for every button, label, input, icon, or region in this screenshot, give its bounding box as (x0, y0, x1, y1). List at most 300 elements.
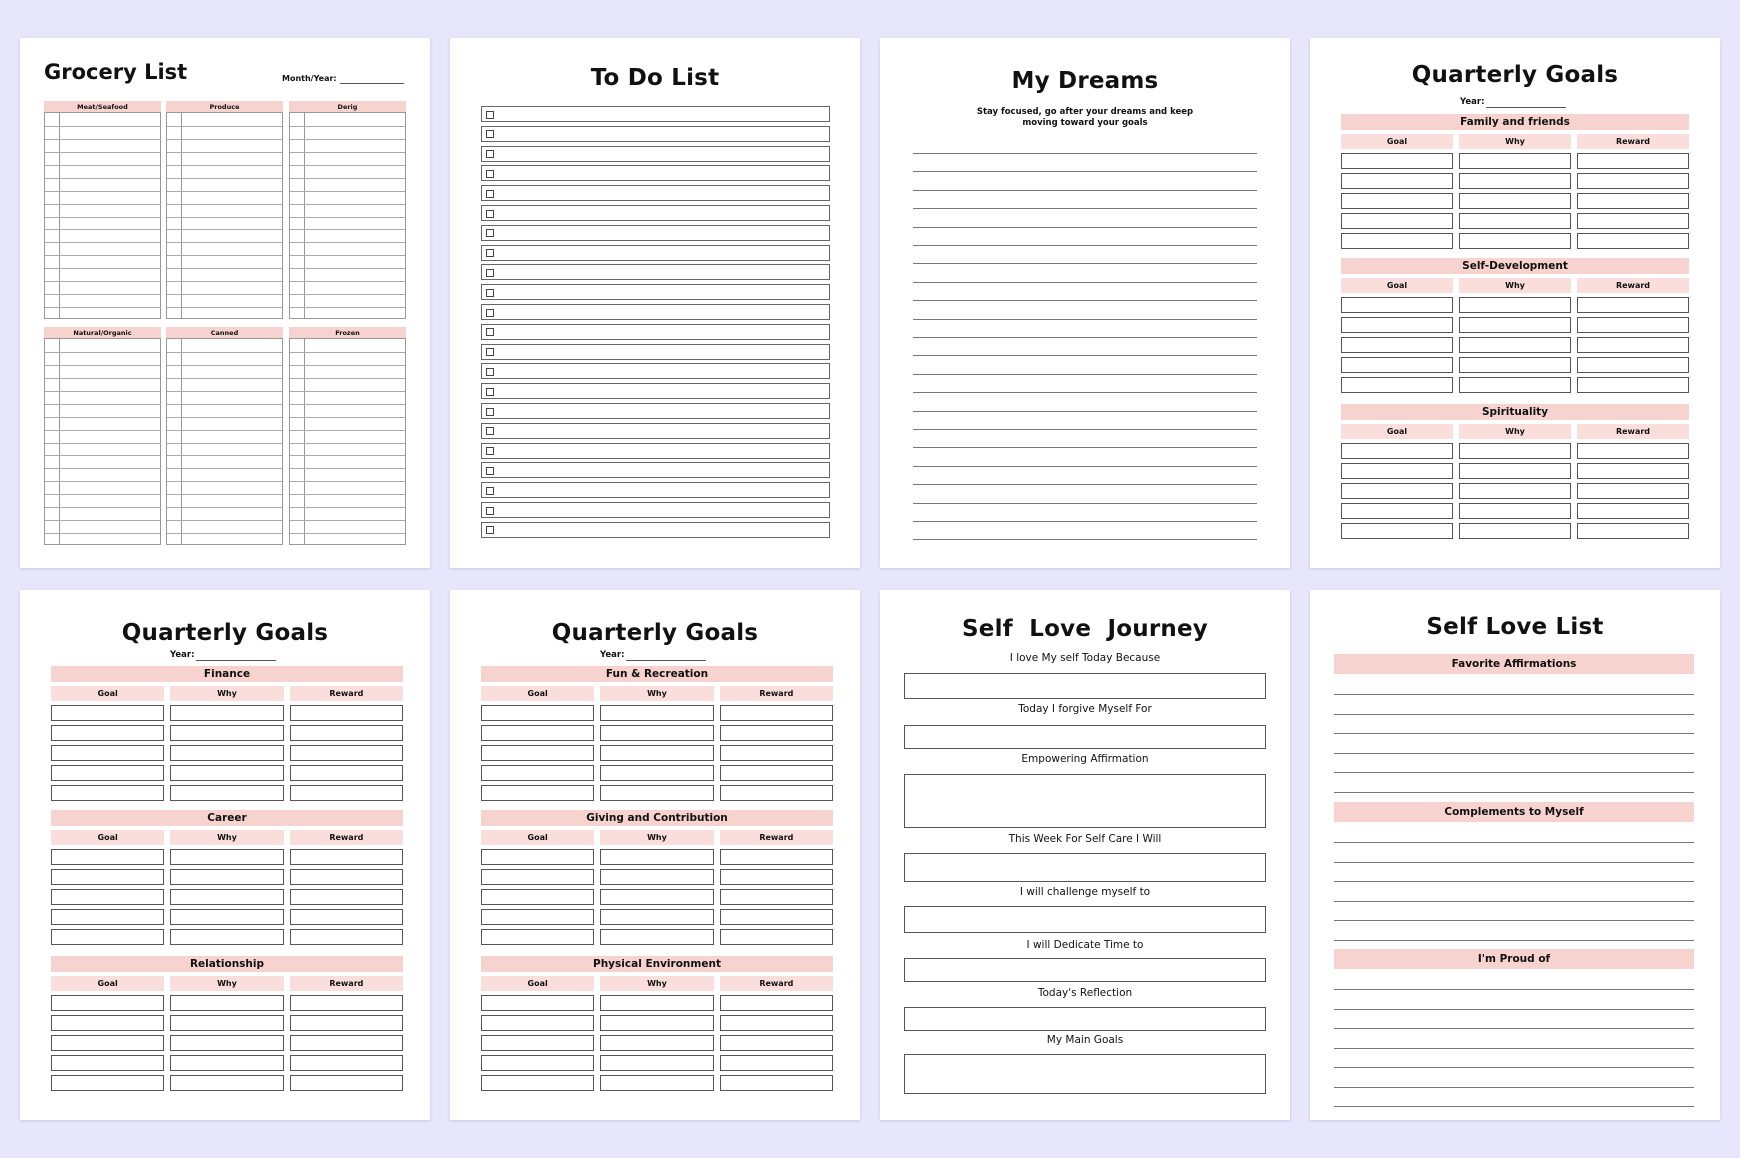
goal-input-box[interactable] (290, 1035, 403, 1051)
prompt-input-box[interactable] (904, 958, 1266, 982)
todo-row[interactable] (481, 324, 830, 340)
goal-input-box[interactable] (51, 745, 164, 761)
goal-input-box[interactable] (1459, 193, 1571, 209)
todo-checkbox[interactable] (486, 249, 494, 257)
todo-checkbox[interactable] (486, 388, 494, 396)
todo-checkbox[interactable] (486, 309, 494, 317)
grocery-row-line (290, 255, 405, 256)
grocery-row-line (290, 268, 405, 269)
goal-column-header: Why (1459, 278, 1571, 293)
goal-input-box[interactable] (600, 1035, 713, 1051)
grocery-row-line (290, 294, 405, 295)
goal-input-box[interactable] (1577, 523, 1689, 539)
goal-input-box[interactable] (720, 869, 833, 885)
goal-input-box[interactable] (170, 909, 283, 925)
goal-input-box[interactable] (290, 929, 403, 945)
goal-input-box[interactable] (1341, 317, 1453, 333)
grocery-row-line (45, 281, 160, 282)
todo-row[interactable] (481, 383, 830, 399)
goal-column-header: Goal (1341, 278, 1453, 293)
goal-input-box[interactable] (51, 995, 164, 1011)
goal-input-box[interactable] (170, 849, 283, 865)
todo-row[interactable] (481, 443, 830, 459)
goal-input-box[interactable] (1459, 317, 1571, 333)
dream-line (913, 190, 1257, 191)
goal-input-box[interactable] (290, 745, 403, 761)
goal-input-box[interactable] (600, 745, 713, 761)
goal-column-header: Goal (51, 976, 164, 991)
goal-input-box[interactable] (481, 1015, 594, 1031)
goal-input-box[interactable] (1341, 503, 1453, 519)
prompt-input-box[interactable] (904, 725, 1266, 749)
todo-checkbox[interactable] (486, 150, 494, 158)
goal-input-box[interactable] (1341, 483, 1453, 499)
grocery-row-line (45, 507, 160, 508)
goal-column-header: Why (1459, 424, 1571, 439)
prompt-label: Today's Reflection (1037, 987, 1133, 999)
grocery-row-line (167, 533, 282, 534)
todo-checkbox[interactable] (486, 170, 494, 178)
goal-input-box[interactable] (720, 725, 833, 741)
goal-input-box[interactable] (51, 869, 164, 885)
writing-line (1334, 940, 1694, 941)
goal-input-box[interactable] (481, 785, 594, 801)
dream-line (913, 521, 1257, 522)
goal-column-header: Reward (290, 976, 403, 991)
grocery-column (44, 338, 161, 545)
goal-input-box[interactable] (600, 869, 713, 885)
goal-input-box[interactable] (1341, 173, 1453, 189)
goal-column-header: Why (600, 830, 713, 845)
grocery-column-header: Canned (166, 327, 283, 338)
writing-line (1334, 1048, 1694, 1049)
prompt-input-box[interactable] (904, 774, 1266, 828)
goal-input-box[interactable] (600, 1055, 713, 1071)
grocery-row-line (167, 378, 282, 379)
goal-input-box[interactable] (600, 1015, 713, 1031)
goal-input-box[interactable] (1577, 213, 1689, 229)
goal-input-box[interactable] (720, 1075, 833, 1091)
goal-input-box[interactable] (51, 929, 164, 945)
goal-input-box[interactable] (1577, 443, 1689, 459)
goal-input-box[interactable] (481, 889, 594, 905)
goal-input-box[interactable] (481, 745, 594, 761)
todo-row[interactable] (481, 284, 830, 300)
goal-input-box[interactable] (170, 1075, 283, 1091)
dream-line (913, 300, 1257, 301)
goal-input-box[interactable] (1577, 503, 1689, 519)
grocery-row-line (167, 468, 282, 469)
dream-line (913, 392, 1257, 393)
grocery-row-line (290, 533, 405, 534)
goal-input-box[interactable] (1459, 173, 1571, 189)
grocery-row-line (167, 204, 282, 205)
goal-input-box[interactable] (720, 849, 833, 865)
todo-checkbox[interactable] (486, 190, 494, 198)
goal-input-box[interactable] (290, 1015, 403, 1031)
grocery-row-line (167, 455, 282, 456)
goal-input-box[interactable] (1459, 523, 1571, 539)
grocery-row-line (290, 455, 405, 456)
grocery-row-line (45, 417, 160, 418)
goal-input-box[interactable] (1459, 297, 1571, 313)
todo-row[interactable] (481, 502, 830, 518)
goal-input-box[interactable] (481, 1035, 594, 1051)
section-header: Family and friends (1341, 114, 1689, 130)
goal-input-box[interactable] (170, 1035, 283, 1051)
writing-line (1334, 1087, 1694, 1088)
writing-line (1334, 1106, 1694, 1107)
dream-line (913, 153, 1257, 154)
goal-input-box[interactable] (1459, 337, 1571, 353)
todo-checkbox[interactable] (486, 289, 494, 297)
todo-row[interactable] (481, 165, 830, 181)
goal-input-box[interactable] (1577, 317, 1689, 333)
goal-input-box[interactable] (481, 1055, 594, 1071)
goal-input-box[interactable] (1459, 153, 1571, 169)
goal-input-box[interactable] (1459, 377, 1571, 393)
goal-input-box[interactable] (1459, 357, 1571, 373)
goal-input-box[interactable] (170, 929, 283, 945)
goal-input-box[interactable] (720, 745, 833, 761)
year-text: Year: (600, 650, 625, 660)
grocery-row-line (167, 481, 282, 482)
goal-input-box[interactable] (1341, 357, 1453, 373)
goal-input-box[interactable] (1459, 213, 1571, 229)
grocery-row-line (45, 139, 160, 140)
grocery-row-line (45, 378, 160, 379)
writing-line (1334, 881, 1694, 882)
todo-row[interactable] (481, 225, 830, 241)
goal-input-box[interactable] (1577, 377, 1689, 393)
goal-input-box[interactable] (600, 785, 713, 801)
goal-input-box[interactable] (481, 765, 594, 781)
grocery-row-line (45, 455, 160, 456)
goal-input-box[interactable] (1459, 463, 1571, 479)
goal-input-box[interactable] (290, 1075, 403, 1091)
page-title: Quarterly Goals (551, 620, 759, 646)
todo-row[interactable] (481, 403, 830, 419)
todo-row[interactable] (481, 304, 830, 320)
grocery-row-line (167, 520, 282, 521)
year-label (170, 650, 194, 660)
grocery-row-line (167, 229, 282, 230)
grocery-column (166, 338, 283, 545)
todo-checkbox[interactable] (486, 368, 494, 376)
grocery-row-line (45, 391, 160, 392)
section-header: Giving and Contribution (481, 810, 833, 826)
grocery-row-line (45, 268, 160, 269)
goal-input-box[interactable] (481, 705, 594, 721)
grocery-row-line (167, 443, 282, 444)
todo-row[interactable] (481, 423, 830, 439)
grocery-row-line (290, 391, 405, 392)
prompt-input-box[interactable] (904, 673, 1266, 699)
goal-input-box[interactable] (290, 849, 403, 865)
grocery-row-line (290, 204, 405, 205)
todo-row[interactable] (481, 522, 830, 538)
todo-checkbox[interactable] (486, 111, 494, 119)
grocery-column-header: Meat/Seafood (44, 101, 161, 112)
goal-input-box[interactable] (51, 889, 164, 905)
page-title: Self Love Journey (962, 616, 1208, 642)
goal-input-box[interactable] (720, 889, 833, 905)
todo-row[interactable] (481, 245, 830, 261)
grocery-row-line (167, 294, 282, 295)
grocery-column-header: Natural/Organic (44, 327, 161, 338)
grocery-column (289, 112, 406, 319)
year-text: Year: (170, 650, 195, 660)
grocery-row-line (167, 417, 282, 418)
goal-input-box[interactable] (600, 995, 713, 1011)
goal-input-box[interactable] (1577, 483, 1689, 499)
grocery-row-line (45, 204, 160, 205)
goal-input-box[interactable] (170, 869, 283, 885)
goal-input-box[interactable] (51, 785, 164, 801)
goal-input-box[interactable] (51, 1075, 164, 1091)
grocery-row-line (45, 520, 160, 521)
grocery-row-line (290, 139, 405, 140)
goal-input-box[interactable] (290, 1055, 403, 1071)
dream-line (913, 171, 1257, 172)
goal-input-box[interactable] (1341, 463, 1453, 479)
prompt-label: I love My self Today Because (1009, 652, 1161, 664)
todo-checkbox[interactable] (486, 427, 494, 435)
goal-input-box[interactable] (600, 849, 713, 865)
goal-input-box[interactable] (1459, 503, 1571, 519)
year-underline (196, 660, 276, 661)
grocery-row-line (290, 481, 405, 482)
todo-row[interactable] (481, 106, 830, 122)
todo-row[interactable] (481, 363, 830, 379)
grocery-row-line (290, 468, 405, 469)
grocery-checkbox-column (181, 339, 182, 544)
prompt-label: I will challenge myself to (1019, 886, 1151, 898)
goal-input-box[interactable] (600, 705, 713, 721)
goal-input-box[interactable] (1341, 213, 1453, 229)
goal-input-box[interactable] (720, 995, 833, 1011)
goal-input-box[interactable] (600, 889, 713, 905)
goal-input-box[interactable] (1341, 523, 1453, 539)
todo-checkbox[interactable] (486, 487, 494, 495)
year-label (1460, 97, 1484, 107)
goal-input-box[interactable] (600, 909, 713, 925)
grocery-row-line (290, 404, 405, 405)
todo-checkbox[interactable] (486, 130, 494, 138)
goal-input-box[interactable] (720, 705, 833, 721)
writing-line (1334, 989, 1694, 990)
goal-input-box[interactable] (481, 995, 594, 1011)
todo-row[interactable] (481, 146, 830, 162)
goal-input-box[interactable] (51, 909, 164, 925)
goal-input-box[interactable] (1341, 337, 1453, 353)
year-underline (1486, 107, 1566, 108)
goal-input-box[interactable] (51, 1015, 164, 1031)
goal-input-box[interactable] (720, 1015, 833, 1031)
grocery-checkbox-column (59, 339, 60, 544)
goal-input-box[interactable] (1341, 153, 1453, 169)
goal-column-header: Goal (481, 976, 594, 991)
goal-input-box[interactable] (51, 849, 164, 865)
grocery-row-line (167, 165, 282, 166)
goal-input-box[interactable] (290, 889, 403, 905)
goal-input-box[interactable] (1341, 377, 1453, 393)
dreams-subtitle: Stay focused, go after your dreams and keep moving toward your goals (976, 107, 1194, 128)
prompt-input-box[interactable] (904, 906, 1266, 933)
goal-input-box[interactable] (481, 725, 594, 741)
prompt-label: Empowering Affirmation (1021, 753, 1149, 765)
todo-checkbox[interactable] (486, 447, 494, 455)
grocery-row-line (45, 242, 160, 243)
grocery-row-line (167, 281, 282, 282)
section-header: Self-Development (1341, 258, 1689, 274)
todo-checkbox[interactable] (486, 229, 494, 237)
grocery-row-line (290, 165, 405, 166)
goal-input-box[interactable] (290, 705, 403, 721)
todo-row[interactable] (481, 344, 830, 360)
grocery-row-line (290, 352, 405, 353)
goal-input-box[interactable] (290, 765, 403, 781)
grocery-row-line (167, 126, 282, 127)
goal-column-header: Goal (51, 686, 164, 701)
goal-input-box[interactable] (1459, 233, 1571, 249)
prompt-input-box[interactable] (904, 853, 1266, 882)
writing-line (1334, 714, 1694, 715)
goal-input-box[interactable] (481, 869, 594, 885)
goal-input-box[interactable] (1341, 443, 1453, 459)
goal-input-box[interactable] (170, 995, 283, 1011)
goal-input-box[interactable] (170, 889, 283, 905)
goal-input-box[interactable] (1341, 193, 1453, 209)
grocery-row-line (290, 430, 405, 431)
goal-input-box[interactable] (170, 765, 283, 781)
goal-input-box[interactable] (170, 705, 283, 721)
goal-input-box[interactable] (170, 745, 283, 761)
dream-line (913, 503, 1257, 504)
goal-column-header: Reward (1577, 424, 1689, 439)
goal-input-box[interactable] (1577, 233, 1689, 249)
goal-input-box[interactable] (51, 1035, 164, 1051)
grocery-row-line (167, 494, 282, 495)
todo-checkbox[interactable] (486, 269, 494, 277)
goal-input-box[interactable] (1577, 463, 1689, 479)
month-year-label (282, 74, 337, 83)
goal-input-box[interactable] (600, 929, 713, 945)
goal-input-box[interactable] (481, 849, 594, 865)
goal-input-box[interactable] (481, 909, 594, 925)
goal-input-box[interactable] (170, 785, 283, 801)
todo-checkbox[interactable] (486, 328, 494, 336)
grocery-row-line (167, 191, 282, 192)
grocery-row-line (45, 294, 160, 295)
goal-input-box[interactable] (600, 765, 713, 781)
grocery-row-line (45, 481, 160, 482)
goal-input-box[interactable] (720, 1055, 833, 1071)
prompt-input-box[interactable] (904, 1054, 1266, 1094)
grocery-column (289, 338, 406, 545)
grocery-row-line (167, 242, 282, 243)
goal-input-box[interactable] (290, 785, 403, 801)
todo-row[interactable] (481, 205, 830, 221)
goal-input-box[interactable] (170, 725, 283, 741)
todo-row[interactable] (481, 462, 830, 478)
goal-column-header: Why (600, 976, 713, 991)
goal-input-box[interactable] (290, 725, 403, 741)
goal-input-box[interactable] (170, 1055, 283, 1071)
todo-row[interactable] (481, 126, 830, 142)
goal-input-box[interactable] (1577, 173, 1689, 189)
goal-input-box[interactable] (720, 909, 833, 925)
grocery-row-line (45, 307, 160, 308)
grocery-row-line (45, 352, 160, 353)
goal-input-box[interactable] (1577, 153, 1689, 169)
prompt-input-box[interactable] (904, 1007, 1266, 1031)
dream-line (913, 282, 1257, 283)
month-year-text: Month/Year: (282, 74, 337, 83)
goal-input-box[interactable] (1459, 483, 1571, 499)
goal-input-box[interactable] (720, 785, 833, 801)
goal-input-box[interactable] (720, 765, 833, 781)
dream-line (913, 208, 1257, 209)
todo-row[interactable] (481, 264, 830, 280)
todo-row[interactable] (481, 482, 830, 498)
goal-input-box[interactable] (51, 765, 164, 781)
todo-list-page (450, 38, 860, 568)
goal-input-box[interactable] (720, 929, 833, 945)
todo-checkbox[interactable] (486, 507, 494, 515)
goal-input-box[interactable] (170, 1015, 283, 1031)
goal-input-box[interactable] (51, 725, 164, 741)
goal-input-box[interactable] (481, 929, 594, 945)
todo-checkbox[interactable] (486, 467, 494, 475)
todo-checkbox[interactable] (486, 408, 494, 416)
todo-checkbox[interactable] (486, 348, 494, 356)
grocery-row-line (290, 378, 405, 379)
goal-input-box[interactable] (481, 1075, 594, 1091)
todo-row[interactable] (481, 185, 830, 201)
goal-input-box[interactable] (51, 1055, 164, 1071)
prompt-label: Today I forgive Myself For (1018, 703, 1152, 715)
goal-input-box[interactable] (1341, 233, 1453, 249)
goal-input-box[interactable] (600, 1075, 713, 1091)
year-label (600, 650, 624, 660)
goal-input-box[interactable] (1459, 443, 1571, 459)
goal-column-header: Why (1459, 134, 1571, 149)
goal-column-header: Goal (481, 830, 594, 845)
goal-input-box[interactable] (1341, 297, 1453, 313)
goal-input-box[interactable] (51, 705, 164, 721)
grocery-column-header: Produce (166, 101, 283, 112)
todo-checkbox[interactable] (486, 526, 494, 534)
todo-checkbox[interactable] (486, 210, 494, 218)
goal-input-box[interactable] (720, 1035, 833, 1051)
goal-input-box[interactable] (1577, 193, 1689, 209)
goal-input-box[interactable] (290, 995, 403, 1011)
dream-line (913, 319, 1257, 320)
grocery-checkbox-column (304, 339, 305, 544)
goal-input-box[interactable] (290, 869, 403, 885)
goal-input-box[interactable] (1577, 337, 1689, 353)
writing-line (1334, 792, 1694, 793)
goal-input-box[interactable] (1577, 357, 1689, 373)
page-title: Grocery List (44, 60, 188, 84)
grocery-row-line (167, 391, 282, 392)
goal-input-box[interactable] (290, 909, 403, 925)
section-header: Physical Environment (481, 956, 833, 972)
writing-line (1334, 753, 1694, 754)
goal-input-box[interactable] (1577, 297, 1689, 313)
goal-input-box[interactable] (600, 725, 713, 741)
